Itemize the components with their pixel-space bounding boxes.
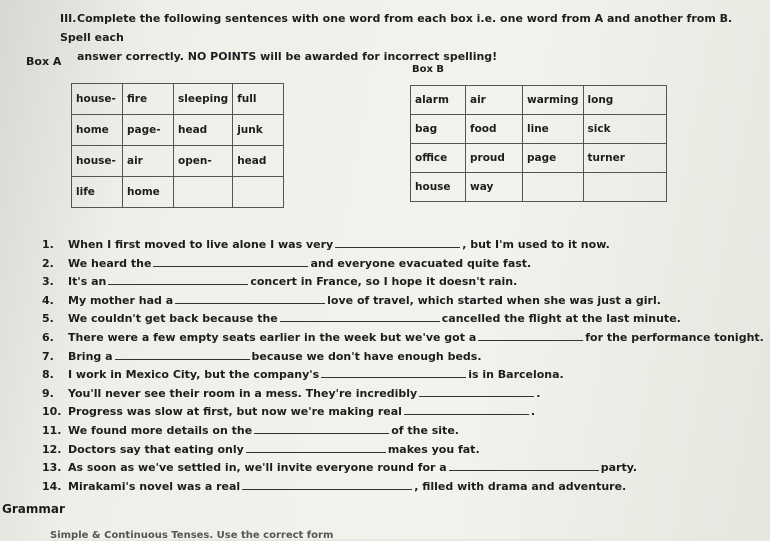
grammar-heading: Grammar [2, 502, 65, 516]
sentence-text: is in Barcelona. [468, 368, 564, 382]
box-a-row [72, 115, 284, 146]
box-a-label: Box A [26, 55, 62, 68]
box-b-table [410, 85, 667, 202]
instructions-line-2: answer correctly. NO POINTS will be awarded for incorrect spelling! [77, 50, 498, 63]
box-a-cell: house- [72, 146, 123, 177]
box-b-cell: bag [411, 115, 466, 144]
box-b-cell: page [523, 144, 584, 173]
sentence-text: You'll never see their room in a mess. They're incredibly [68, 386, 418, 400]
answer-blank[interactable] [108, 274, 248, 285]
box-b-cell: food [466, 115, 523, 144]
sentence-number: 10. [42, 405, 62, 419]
box-a-cell: house- [72, 84, 123, 115]
answer-blank[interactable] [153, 256, 308, 267]
answer-blank[interactable] [335, 237, 460, 248]
box-a-cell: junk [233, 115, 284, 146]
box-a-cell [174, 177, 233, 208]
box-a-cell: full [233, 84, 284, 115]
sentence-number: 9. [42, 386, 54, 400]
box-a-cell: home [72, 115, 123, 146]
sentence-item [42, 366, 762, 385]
sentence-item [42, 385, 762, 404]
sentence-item [42, 441, 762, 460]
sentence-number: 5. [42, 312, 54, 326]
sentence-item [42, 310, 762, 329]
sentence-text: When I first moved to live alone I was very [68, 238, 334, 251]
box-b-row [411, 173, 667, 202]
box-a-cell: open- [174, 146, 233, 177]
sentence-item [42, 348, 762, 367]
answer-blank[interactable] [419, 386, 534, 397]
sentence-text: We found more details on the [68, 423, 253, 437]
sentence-number: 12. [42, 442, 62, 456]
box-b-cell: sick [583, 115, 666, 144]
sentence-number: 4. [42, 293, 54, 307]
instructions-line-1: Complete the following sentences with one word from each box i.e. one word from A and another from B. Spell each [60, 12, 733, 44]
box-b-row [411, 115, 667, 144]
sentence-number: 3. [42, 275, 54, 289]
sentence-text: It's an [68, 275, 107, 289]
sentence-text: My mother had a [68, 293, 174, 307]
sentence-item [42, 478, 762, 497]
next-exercise-heading: Simple & Continuous Tenses. Use the correct form [50, 530, 334, 541]
sentence-text: Doctors say that eating only [68, 442, 244, 456]
box-a-cell: home [123, 177, 174, 208]
sentence-text: As soon as we've settled in, we'll invite everyone round for a [68, 461, 447, 475]
sentence-text: We heard the [68, 256, 152, 270]
sentence-text: Bring a [68, 349, 113, 363]
answer-blank[interactable] [254, 423, 389, 434]
sentence-number: 14. [42, 479, 62, 493]
box-a-row [72, 177, 284, 208]
sentence-text: party. [600, 461, 638, 475]
box-b-cell: turner [583, 144, 666, 173]
answer-blank[interactable] [404, 404, 529, 415]
box-b-cell: office [411, 144, 466, 173]
box-b-cell: line [523, 115, 584, 144]
sentence-text: because we don't have enough beds. [251, 349, 482, 363]
box-a-cell: life [72, 177, 123, 208]
answer-blank[interactable] [321, 367, 466, 378]
sentence-number: 11. [42, 423, 62, 437]
section-number: III. [60, 12, 77, 25]
box-b-cell [523, 173, 584, 202]
box-a-cell: sleeping [174, 84, 233, 115]
sentence-text: I work in Mexico City, but the company's [68, 368, 320, 382]
box-b-row [411, 86, 667, 115]
box-b-cell [583, 173, 666, 202]
box-b-cell: house [411, 173, 466, 202]
box-a-cell: head [233, 146, 284, 177]
box-a-cell: air [123, 146, 174, 177]
sentence-number: 2. [42, 256, 54, 270]
sentence-item [42, 403, 762, 422]
sentence-text: love of travel, which started when she was just a girl. [327, 293, 661, 307]
sentence-item [42, 236, 762, 255]
box-b-cell: long [583, 86, 666, 115]
answer-blank[interactable] [175, 293, 325, 304]
box-a-cell: fire [123, 84, 174, 115]
box-b-row [411, 144, 667, 173]
box-b-cell: warming [523, 86, 584, 115]
sentence-item [42, 255, 762, 274]
answer-blank[interactable] [280, 311, 440, 322]
box-a-row [72, 146, 284, 177]
sentence-number: 8. [42, 368, 54, 382]
box-b-label: Box B [412, 64, 445, 75]
sentence-list [42, 236, 762, 496]
answer-blank[interactable] [242, 479, 412, 490]
box-b-cell: proud [466, 144, 523, 173]
sentence-text: concert in France, so I hope it doesn't rain. [250, 275, 518, 289]
box-a-cell: page- [123, 115, 174, 146]
sentence-text: of the site. [391, 423, 459, 437]
sentence-item [42, 273, 762, 292]
sentence-text: . [530, 405, 536, 419]
sentence-text: cancelled the flight at the last minute. [441, 312, 681, 326]
sentence-number: 13. [42, 461, 62, 475]
sentence-text: . [536, 386, 541, 400]
box-b-cell: air [466, 86, 523, 115]
sentence-text: makes you fat. [387, 442, 480, 456]
sentence-text: and everyone evacuated quite fast. [310, 256, 532, 270]
sentence-text: There were a few empty seats earlier in the week but we've got a [68, 330, 477, 344]
answer-blank[interactable] [115, 349, 250, 360]
sentence-item [42, 329, 762, 348]
sentence-text: , but I'm used to it now. [462, 238, 610, 251]
sentence-text: We couldn't get back because the [68, 312, 278, 326]
sentence-number: 6. [42, 330, 54, 344]
box-a-cell: head [174, 115, 233, 146]
box-a-table [71, 83, 284, 208]
sentence-number: 7. [42, 349, 54, 363]
answer-blank[interactable] [246, 442, 386, 453]
sentence-number: 1. [42, 238, 54, 251]
sentence-text: Mirakami's novel was a real [68, 479, 241, 493]
sentence-text: , filled with drama and adventure. [414, 479, 627, 493]
instructions [60, 9, 760, 66]
box-b-cell: alarm [411, 86, 466, 115]
sentence-text: for the performance tonight. [585, 330, 764, 344]
answer-blank[interactable] [478, 330, 583, 341]
answer-blank[interactable] [449, 460, 599, 471]
sentence-item [42, 292, 762, 311]
box-a-row [72, 84, 284, 115]
box-b-cell: way [466, 173, 523, 202]
box-a-cell [233, 177, 284, 208]
sentence-item [42, 422, 762, 441]
sentence-text: Progress was slow at first, but now we're making real [68, 405, 402, 419]
sentence-item [42, 459, 762, 478]
